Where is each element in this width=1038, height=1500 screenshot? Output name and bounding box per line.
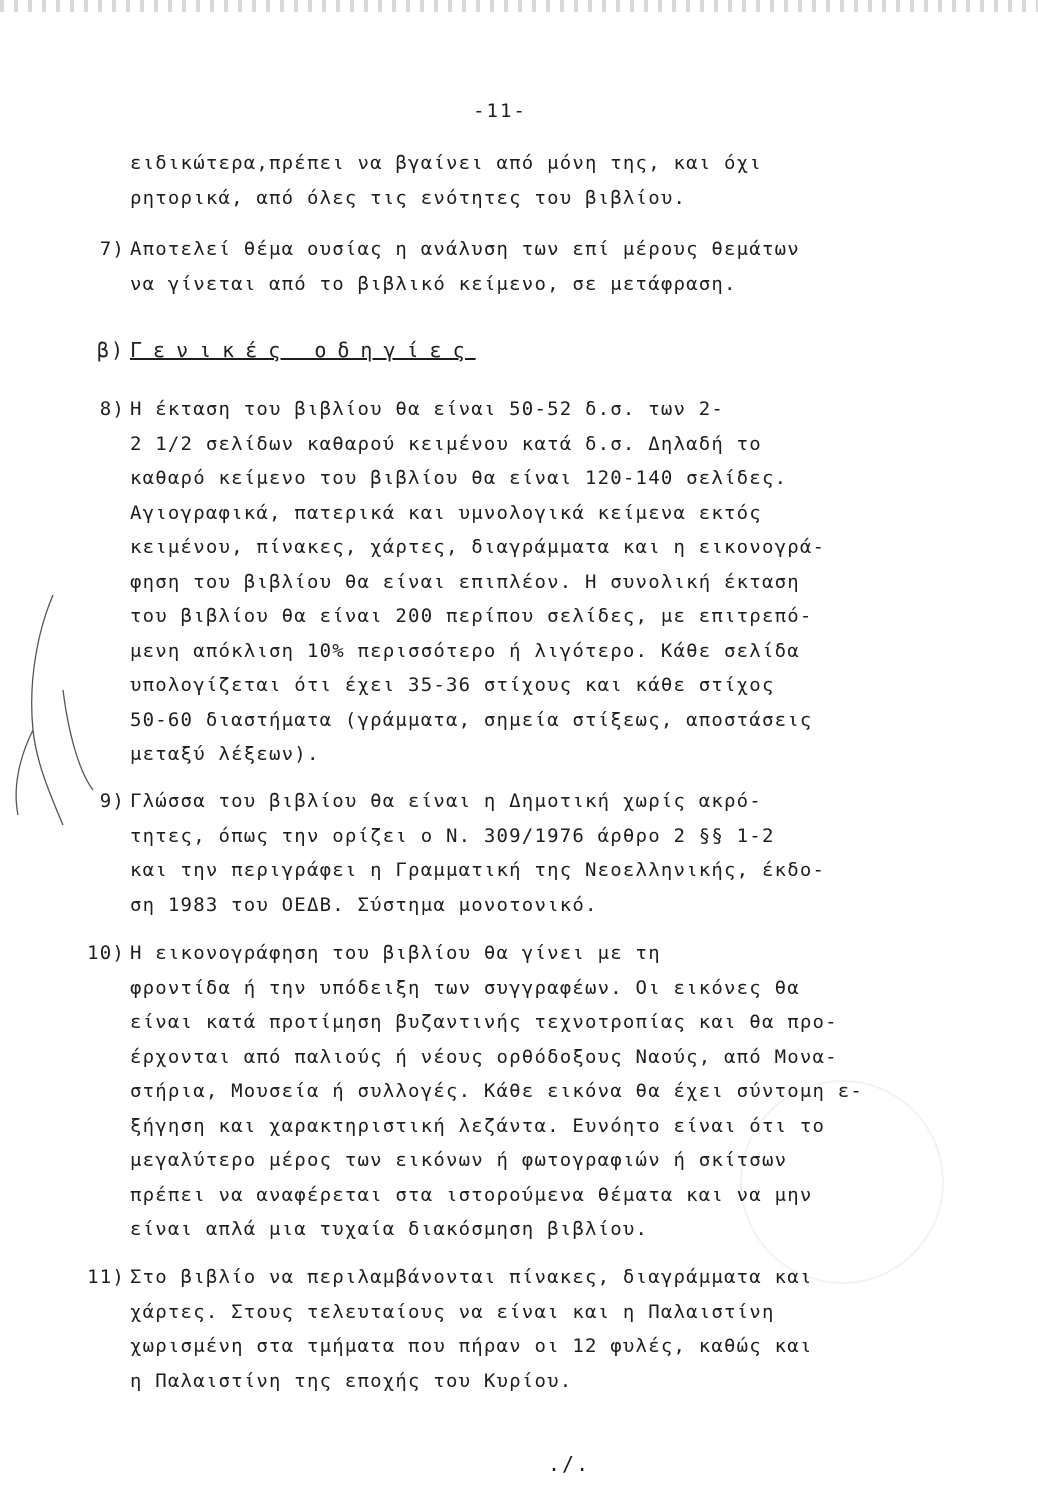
item-line: χάρτες. Στους τελευταίους να είναι και η Παλαιστίνη [130, 1300, 775, 1323]
section-title: Γενικές οδηγίες [130, 338, 476, 362]
item-9 [99, 784, 1010, 922]
item-line: κειμένου, πίνακες, χάρτες, διαγράμματα και η εικονογρά- [130, 536, 826, 558]
intro-line: ρητορικά, από όλες τις ενότητες του βιβλίου. [130, 186, 687, 209]
item-number: 9) [99, 790, 125, 812]
faint-stamp-seal [740, 1080, 944, 1284]
item-number: 7) [99, 238, 125, 260]
item-line: τητες, όπως την ορίζει ο Ν. 309/1976 άρθρο 2 §§ 1-2 [130, 824, 775, 847]
intro-line: ειδικώτερα,πρέπει να βγαίνει από μόνη της, και όχι [130, 152, 762, 174]
item-line: στήρια, Μουσεία ή συλλογές. Κάθε εικόνα θα έχει σύντομη ε- [130, 1080, 864, 1102]
item-line: μεγαλύτερο μέρος των εικόνων ή φωτογραφιών ή σκίτσων [130, 1149, 788, 1171]
item-line: Στο βιβλίο να περιλαμβάνονται πίνακες, διαγράμματα και [130, 1266, 813, 1288]
item-number: 11) [87, 1266, 125, 1288]
item-8 [99, 392, 1010, 772]
section-letter: β) [96, 338, 125, 362]
item-line: μεταξύ λέξεων). [130, 743, 320, 765]
continuation-mark: ./. [548, 1452, 591, 1476]
handwritten-initial-mark [8, 590, 98, 830]
item-line: να γίνεται από το βιβλικό κείμενο, σε μετάφραση. [130, 272, 737, 295]
item-number: 8) [99, 398, 125, 420]
item-number: 10) [87, 942, 125, 964]
item-line: 2 1/2 σελίδων καθαρού κειμένου κατά δ.σ. Δηλαδή το [130, 432, 762, 455]
item-line: είναι απλά μια τυχαία διακόσμηση βιβλίου. [130, 1218, 649, 1240]
scan-edge-artifact [0, 0, 1038, 12]
item-line: υπολογίζεται ότι έχει 35-36 στίχους και κάθε στίχος [130, 674, 775, 696]
item-line: μενη απόκλιση 10% περισσότερο ή λιγότερο. Κάθε σελίδα [130, 639, 800, 662]
item-line: ξήγηση και χαρακτηριστική λεζάντα. Ευνόητο είναι ότι το [130, 1114, 826, 1137]
item-11 [87, 1260, 1010, 1398]
item-line: και την περιγράφει η Γραμματική της Νεοελληνικής, έκδο- [130, 859, 826, 881]
item-line: φροντίδα ή την υπόδειξη των συγγραφέων. Οι εικόνες θα [130, 976, 800, 999]
item-line: χωρισμένη στα τμήματα που πήραν οι 12 φυλές, καθώς και [130, 1335, 813, 1357]
item-7 [99, 232, 1010, 301]
item-line: 50-60 διαστήματα (γράμματα, σημεία στίξεως, αποστάσεις [130, 708, 813, 731]
item-line: του βιβλίου θα είναι 200 περίπου σελίδες, με επιτρεπό- [130, 605, 813, 627]
item-line: πρέπει να αναφέρεται στα ιστορούμενα θέματα και να μην [130, 1183, 813, 1206]
item-line: Η έκταση του βιβλίου θα είναι 50-52 δ.σ. των 2- [130, 398, 725, 420]
item-line: Αγιογραφικά, πατερικά και υμνολογικά κείμενα εκτός [130, 501, 762, 524]
item-line: ση 1983 του ΟΕΔΒ. Σύστημα μονοτονικό. [130, 893, 598, 916]
intro-paragraph [130, 146, 1010, 215]
item-line: Γλώσσα του βιβλίου θα είναι η Δημοτική χωρίς ακρό- [130, 790, 762, 812]
item-line: είναι κατά προτίμηση βυζαντινής τεχνοτροπίας και θα προ- [130, 1011, 838, 1033]
section-b-heading [96, 338, 476, 362]
item-line: η Παλαιστίνη της εποχής του Κυρίου. [130, 1369, 573, 1392]
item-line: Η εικονογράφηση του βιβλίου θα γίνει με τη [130, 942, 661, 964]
item-line: Αποτελεί θέμα ουσίας η ανάλυση των επί μέρους θεμάτων [130, 238, 800, 260]
page-number: -11- [473, 100, 527, 122]
item-line: φηση του βιβλίου θα είναι επιπλέον. Η συνολική έκταση [130, 570, 800, 593]
item-line: καθαρό κείμενο του βιβλίου θα είναι 120-140 σελίδες. [130, 467, 788, 489]
item-line: έρχονται από παλιούς ή νέους ορθόδοξους Ναούς, από Μονα- [130, 1045, 838, 1068]
